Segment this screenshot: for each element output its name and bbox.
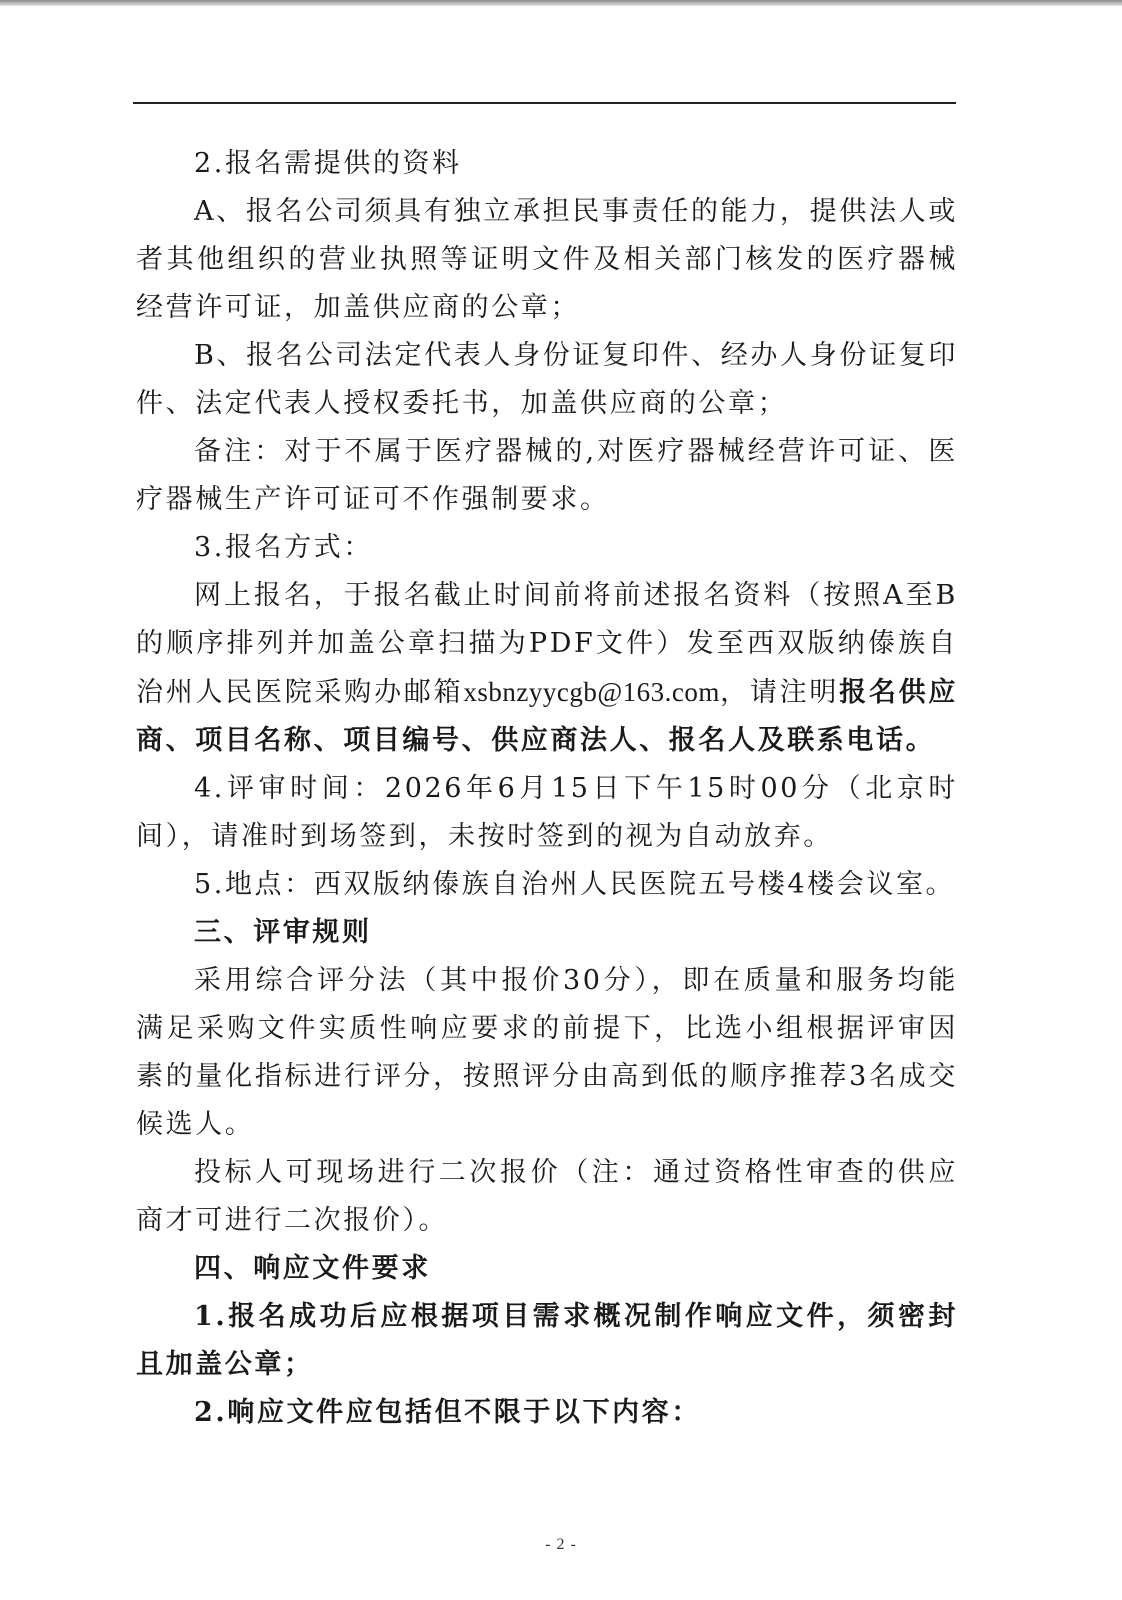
paragraph-registration-method	[136, 572, 958, 765]
paragraph-registration-method-heading: 3.报名方式：	[194, 532, 373, 563]
paragraph-response-sealing: 1.报名成功后应根据项目需求概况制作响应文件，须密封且加盖公章；	[136, 1301, 958, 1380]
email-address: xsbnzyycgb@163.com	[463, 677, 720, 707]
paragraph-scoring-method: 采用综合评分法（其中报价30分），即在质量和服务均能满足采购文件实质性响应要求的前提下，比选小组根据评审因素的量化指标进行评分，按照评分由高到低的顺序推荐3名成交候选人。	[136, 965, 958, 1140]
section-heading-response-requirements: 四、响应文件要求	[194, 1253, 431, 1284]
paragraph-second-quote: 投标人可现场进行二次报价（注：通过资格性审查的供应商才可进行二次报价）。	[136, 1157, 958, 1236]
scan-top-edge	[0, 0, 1122, 6]
section-heading-review-rules: 三、评审规则	[194, 917, 372, 948]
header-rule	[133, 102, 956, 104]
document-body	[136, 140, 958, 1437]
page-number: - 2 -	[545, 1536, 577, 1553]
paragraph-materials-heading: 2.报名需提供的资料	[194, 148, 462, 179]
paragraph-note: 备注：对于不属于医疗器械的,对医疗器械经营许可证、医疗器械生产许可证可不作强制要求。	[136, 436, 958, 515]
paragraph-requirement-b: B、报名公司法定代表人身份证复印件、经办人身份证复印件、法定代表人授权委托书，加盖供应商的公章；	[136, 340, 958, 419]
paragraph-review-time: 4.评审时间：2026年6月15日下午15时00分（北京时间），请准时到场签到，未按时签到的视为自动放弃。	[136, 773, 958, 852]
registration-text: 网上报名，于报名截止时间前将前述报名资料（按照A至B的顺序排列并加盖公章扫描为PDF文件）发至西双版纳傣族自治州人民医院采购办邮箱	[136, 580, 958, 708]
paragraph-location: 5.地点：西双版纳傣族自治州人民医院五号楼4楼会议室。	[194, 869, 956, 900]
paragraph-response-contents: 2.响应文件应包括但不限于以下内容：	[194, 1397, 701, 1428]
paragraph-requirement-a: A、报名公司须具有独立承担民事责任的能力，提供法人或者其他组织的营业执照等证明文件及相关部门核发的医疗器械经营许可证，加盖供应商的公章；	[136, 196, 958, 323]
registration-required-fields: 报名供应商、项目名称、项目编号、供应商法人、报名人及联系电话。	[136, 677, 958, 756]
registration-text-2: ，请注明	[719, 677, 840, 708]
